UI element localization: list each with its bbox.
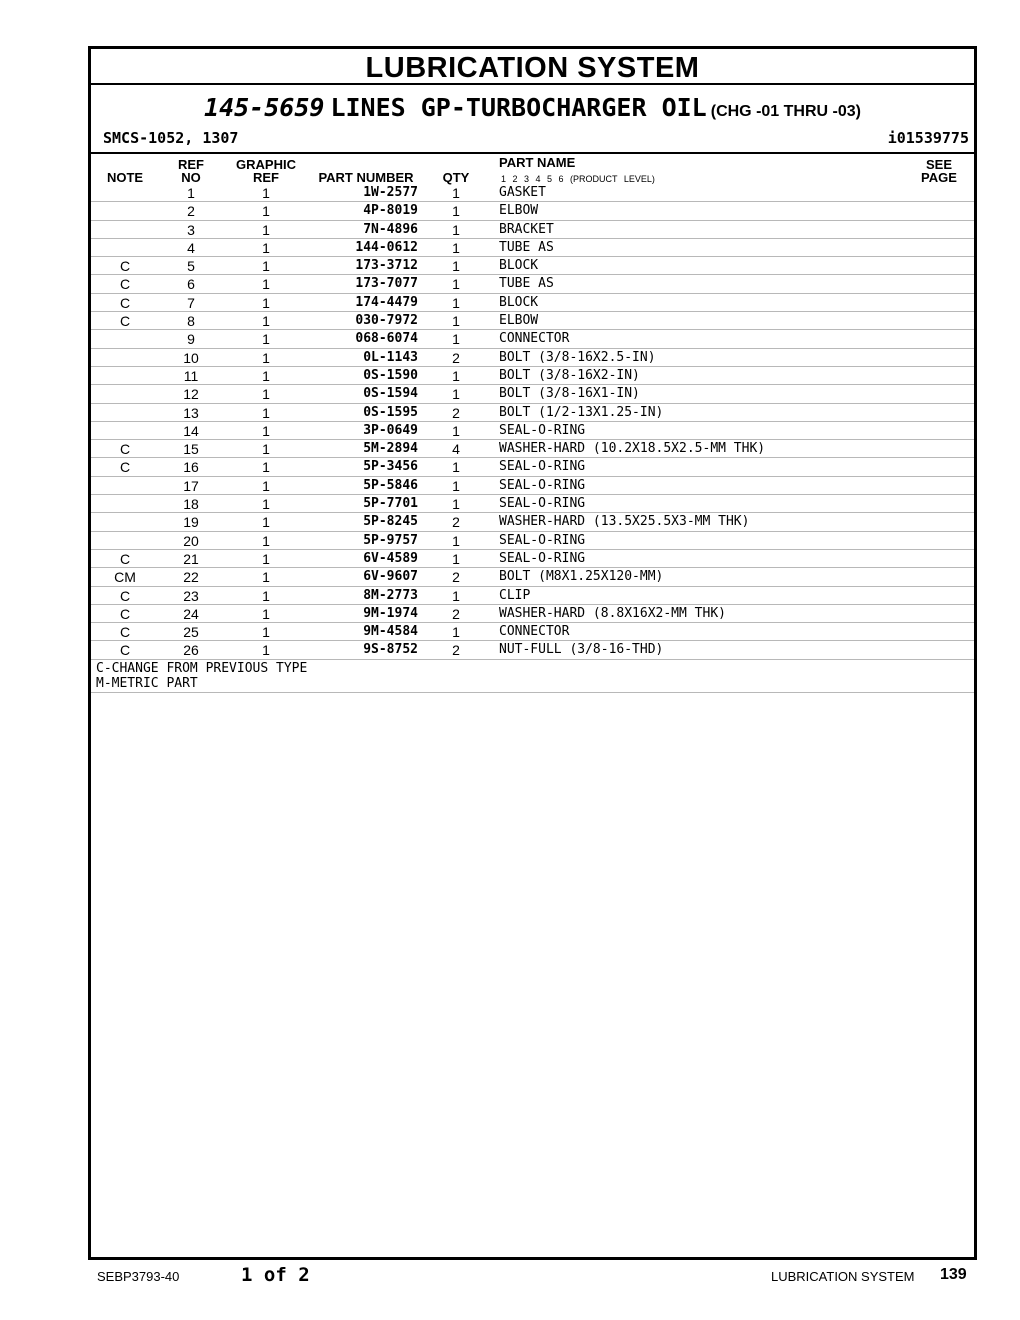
row-part-number: 9M-1974 [363,605,418,621]
row-qty: 1 [452,221,460,238]
row-graphic-ref: 1 [262,367,270,384]
row-ref-no: 8 [187,313,195,330]
row-part-name: WASHER-HARD (8.8X16X2-MM THK) [499,605,726,621]
row-ref-no: 20 [183,532,199,549]
footer-doc-number: SEBP3793-40 [97,1269,180,1284]
row-part-number: 8M-2773 [363,587,418,603]
row-part-number: 1W-2577 [363,185,418,200]
row-part-number: 0S-1590 [363,367,418,383]
row-note: C [119,459,131,476]
row-ref-no: 5 [187,258,195,275]
row-note: C [119,313,131,330]
row-part-number: 9S-8752 [363,642,418,658]
row-part-number: 6V-4589 [363,550,418,566]
row-ref-no: 2 [187,203,195,220]
row-part-name: CONNECTOR [499,624,570,640]
row-part-name: ELBOW [499,203,539,219]
row-graphic-ref: 1 [262,294,270,311]
col-ref-header: REF NO [178,157,204,185]
row-graphic-ref: 1 [262,514,270,531]
table-row [91,294,974,312]
row-part-number: 6V-9607 [363,569,418,585]
col-part-number-header: PART NUMBER [318,170,414,185]
row-qty: 1 [452,185,460,201]
row-part-name: SEAL-O-RING [499,532,586,548]
table-row [91,605,974,623]
row-qty: 1 [452,294,460,311]
row-qty: 1 [452,386,460,403]
row-qty: 1 [452,459,460,476]
row-part-number: 5P-8245 [363,514,418,530]
row-part-name: WASHER-HARD (13.5X25.5X3-MM THK) [499,514,750,530]
row-qty: 1 [452,477,460,494]
row-ref-no: 13 [183,404,199,421]
row-qty: 1 [452,331,460,348]
row-ref-no: 10 [183,349,199,366]
row-graphic-ref: 1 [262,203,270,220]
row-part-number: 7N-4896 [363,221,418,237]
table-row [91,202,974,220]
row-part-number: 173-7077 [355,276,418,292]
smcs-codes: SMCS-1052, 1307 [103,129,239,147]
section-title: LUBRICATION SYSTEM [91,49,974,85]
footnotes [91,660,974,693]
row-graphic-ref: 1 [262,239,270,256]
row-qty: 4 [452,441,460,458]
row-part-name: CONNECTOR [499,331,570,347]
row-qty: 1 [452,550,460,567]
group-heading [91,93,974,122]
row-part-number: 5P-3456 [363,459,418,475]
row-qty: 1 [452,532,460,549]
row-part-number: 0S-1594 [363,386,418,402]
illustration-id: i01539775 [887,129,969,147]
row-ref-no: 11 [183,367,199,384]
row-graphic-ref: 1 [262,605,270,622]
row-graphic-ref: 1 [262,441,270,458]
row-note: C [119,294,131,311]
row-part-number: 0S-1595 [363,404,418,420]
row-qty: 1 [452,203,460,220]
row-qty: 2 [452,605,460,622]
row-part-number: 173-3712 [355,258,418,274]
table-row [91,239,974,257]
row-graphic-ref: 1 [262,386,270,403]
row-ref-no: 6 [187,276,195,293]
table-row [91,532,974,550]
table-row [91,404,974,422]
row-graphic-ref: 1 [262,587,270,604]
row-ref-no: 21 [183,550,199,567]
row-qty: 1 [452,422,460,439]
table-row [91,587,974,605]
footnote: C-CHANGE FROM PREVIOUS TYPE [96,660,308,676]
footnote: M-METRIC PART [96,675,198,691]
row-note: C [119,276,131,293]
row-graphic-ref: 1 [262,221,270,238]
row-graphic-ref: 1 [262,349,270,366]
page-frame [88,46,977,1260]
table-row [91,330,974,348]
row-qty: 1 [452,258,460,275]
row-part-name: BOLT (3/8-16X2-IN) [499,367,640,383]
header-divider [91,152,974,154]
row-part-name: CLIP [499,587,531,603]
row-part-number: 4P-8019 [363,203,418,219]
table-row [91,568,974,586]
row-ref-no: 24 [183,605,199,622]
table-row [91,495,974,513]
table-row [91,221,974,239]
row-graphic-ref: 1 [262,642,270,659]
row-qty: 2 [452,404,460,421]
table-row [91,550,974,568]
row-graphic-ref: 1 [262,276,270,293]
row-ref-no: 17 [183,477,199,494]
group-number: 145-5659 [204,93,325,122]
row-part-name: BOLT (1/2-13X1.25-IN) [499,404,664,420]
row-part-number: 0L-1143 [363,349,418,365]
parts-table [91,184,974,693]
row-note: C [119,550,131,567]
row-part-name: SEAL-O-RING [499,477,586,493]
group-change-range: (CHG -01 THRU -03) [710,103,861,120]
table-row [91,422,974,440]
row-ref-no: 4 [187,239,195,256]
footer-page-of: 1 of 2 [241,1264,310,1286]
row-graphic-ref: 1 [262,258,270,275]
row-note: C [119,258,131,275]
row-note: C [119,587,131,604]
row-qty: 2 [452,569,460,586]
row-qty: 1 [452,276,460,293]
row-qty: 1 [452,239,460,256]
table-row [91,440,974,458]
col-see-page-header: SEE PAGE [921,157,957,185]
table-row [91,513,974,531]
row-part-name: GASKET [499,185,546,200]
row-part-name: WASHER-HARD (10.2X18.5X2.5-MM THK) [499,441,766,457]
row-ref-no: 18 [183,496,199,513]
col-graphic-ref-header: GRAPHIC REF [236,157,296,185]
row-part-number: 174-4479 [355,294,418,310]
row-part-name: SEAL-O-RING [499,422,586,438]
row-ref-no: 7 [187,294,195,311]
product-level-label: 1 2 3 4 5 6 (PRODUCT LEVEL) [501,174,655,184]
col-part-name-header: PART NAME [499,155,576,170]
row-part-number: 3P-0649 [363,422,418,438]
row-part-name: BLOCK [499,294,539,310]
row-qty: 1 [452,496,460,513]
row-qty: 2 [452,349,460,366]
row-note: C [119,642,131,659]
row-part-number: 9M-4584 [363,624,418,640]
row-ref-no: 3 [187,221,195,238]
row-part-name: BRACKET [499,221,554,237]
row-qty: 1 [452,624,460,641]
row-graphic-ref: 1 [262,477,270,494]
row-note: C [119,605,131,622]
row-qty: 1 [452,367,460,384]
footer-section: LUBRICATION SYSTEM [771,1269,915,1284]
table-row [91,641,974,659]
row-graphic-ref: 1 [262,569,270,586]
row-part-number: 5P-7701 [363,496,418,512]
row-part-number: 068-6074 [355,331,418,347]
row-ref-no: 26 [183,642,199,659]
footer-page-number: 139 [940,1266,967,1283]
row-qty: 2 [452,514,460,531]
row-part-name: NUT-FULL (3/8-16-THD) [499,642,664,658]
table-row [91,458,974,476]
table-row [91,385,974,403]
row-part-name: SEAL-O-RING [499,550,586,566]
row-note: CM [114,569,136,586]
table-row [91,349,974,367]
row-ref-no: 12 [183,386,199,403]
row-ref-no: 16 [183,459,199,476]
row-ref-no: 14 [183,422,199,439]
row-part-name: SEAL-O-RING [499,496,586,512]
row-graphic-ref: 1 [262,550,270,567]
row-graphic-ref: 1 [262,313,270,330]
row-qty: 1 [452,313,460,330]
row-part-number: 144-0612 [355,239,418,255]
row-part-name: BOLT (M8X1.25X120-MM) [499,569,664,585]
row-ref-no: 22 [183,569,199,586]
row-ref-no: 23 [183,587,199,604]
row-graphic-ref: 1 [262,422,270,439]
row-part-name: BOLT (3/8-16X2.5-IN) [499,349,656,365]
table-row [91,477,974,495]
row-ref-no: 9 [187,331,195,348]
row-ref-no: 15 [183,441,199,458]
row-part-number: 5M-2894 [363,441,418,457]
table-row [91,367,974,385]
row-qty: 1 [452,587,460,604]
table-row [91,623,974,641]
row-graphic-ref: 1 [262,331,270,348]
row-part-number: 030-7972 [355,313,418,329]
row-ref-no: 1 [187,185,195,201]
table-row [91,312,974,330]
col-note-header: NOTE [106,170,144,185]
row-part-name: ELBOW [499,313,539,329]
row-part-name: BOLT (3/8-16X1-IN) [499,386,640,402]
row-qty: 2 [452,642,460,659]
row-part-name: TUBE AS [499,239,554,255]
row-graphic-ref: 1 [262,459,270,476]
row-graphic-ref: 1 [262,624,270,641]
table-row [91,257,974,275]
table-row [91,275,974,293]
row-part-number: 5P-5846 [363,477,418,493]
row-note: C [119,624,131,641]
table-row [91,184,974,202]
row-part-name: TUBE AS [499,276,554,292]
row-part-name: BLOCK [499,258,539,274]
row-part-number: 5P-9757 [363,532,418,548]
group-name: LINES GP-TURBOCHARGER OIL [330,93,707,122]
row-note: C [119,441,131,458]
row-graphic-ref: 1 [262,185,270,201]
row-ref-no: 25 [183,624,199,641]
row-ref-no: 19 [183,514,199,531]
row-graphic-ref: 1 [262,532,270,549]
col-qty-header: QTY [442,170,470,185]
row-graphic-ref: 1 [262,496,270,513]
row-part-name: SEAL-O-RING [499,459,586,475]
row-graphic-ref: 1 [262,404,270,421]
